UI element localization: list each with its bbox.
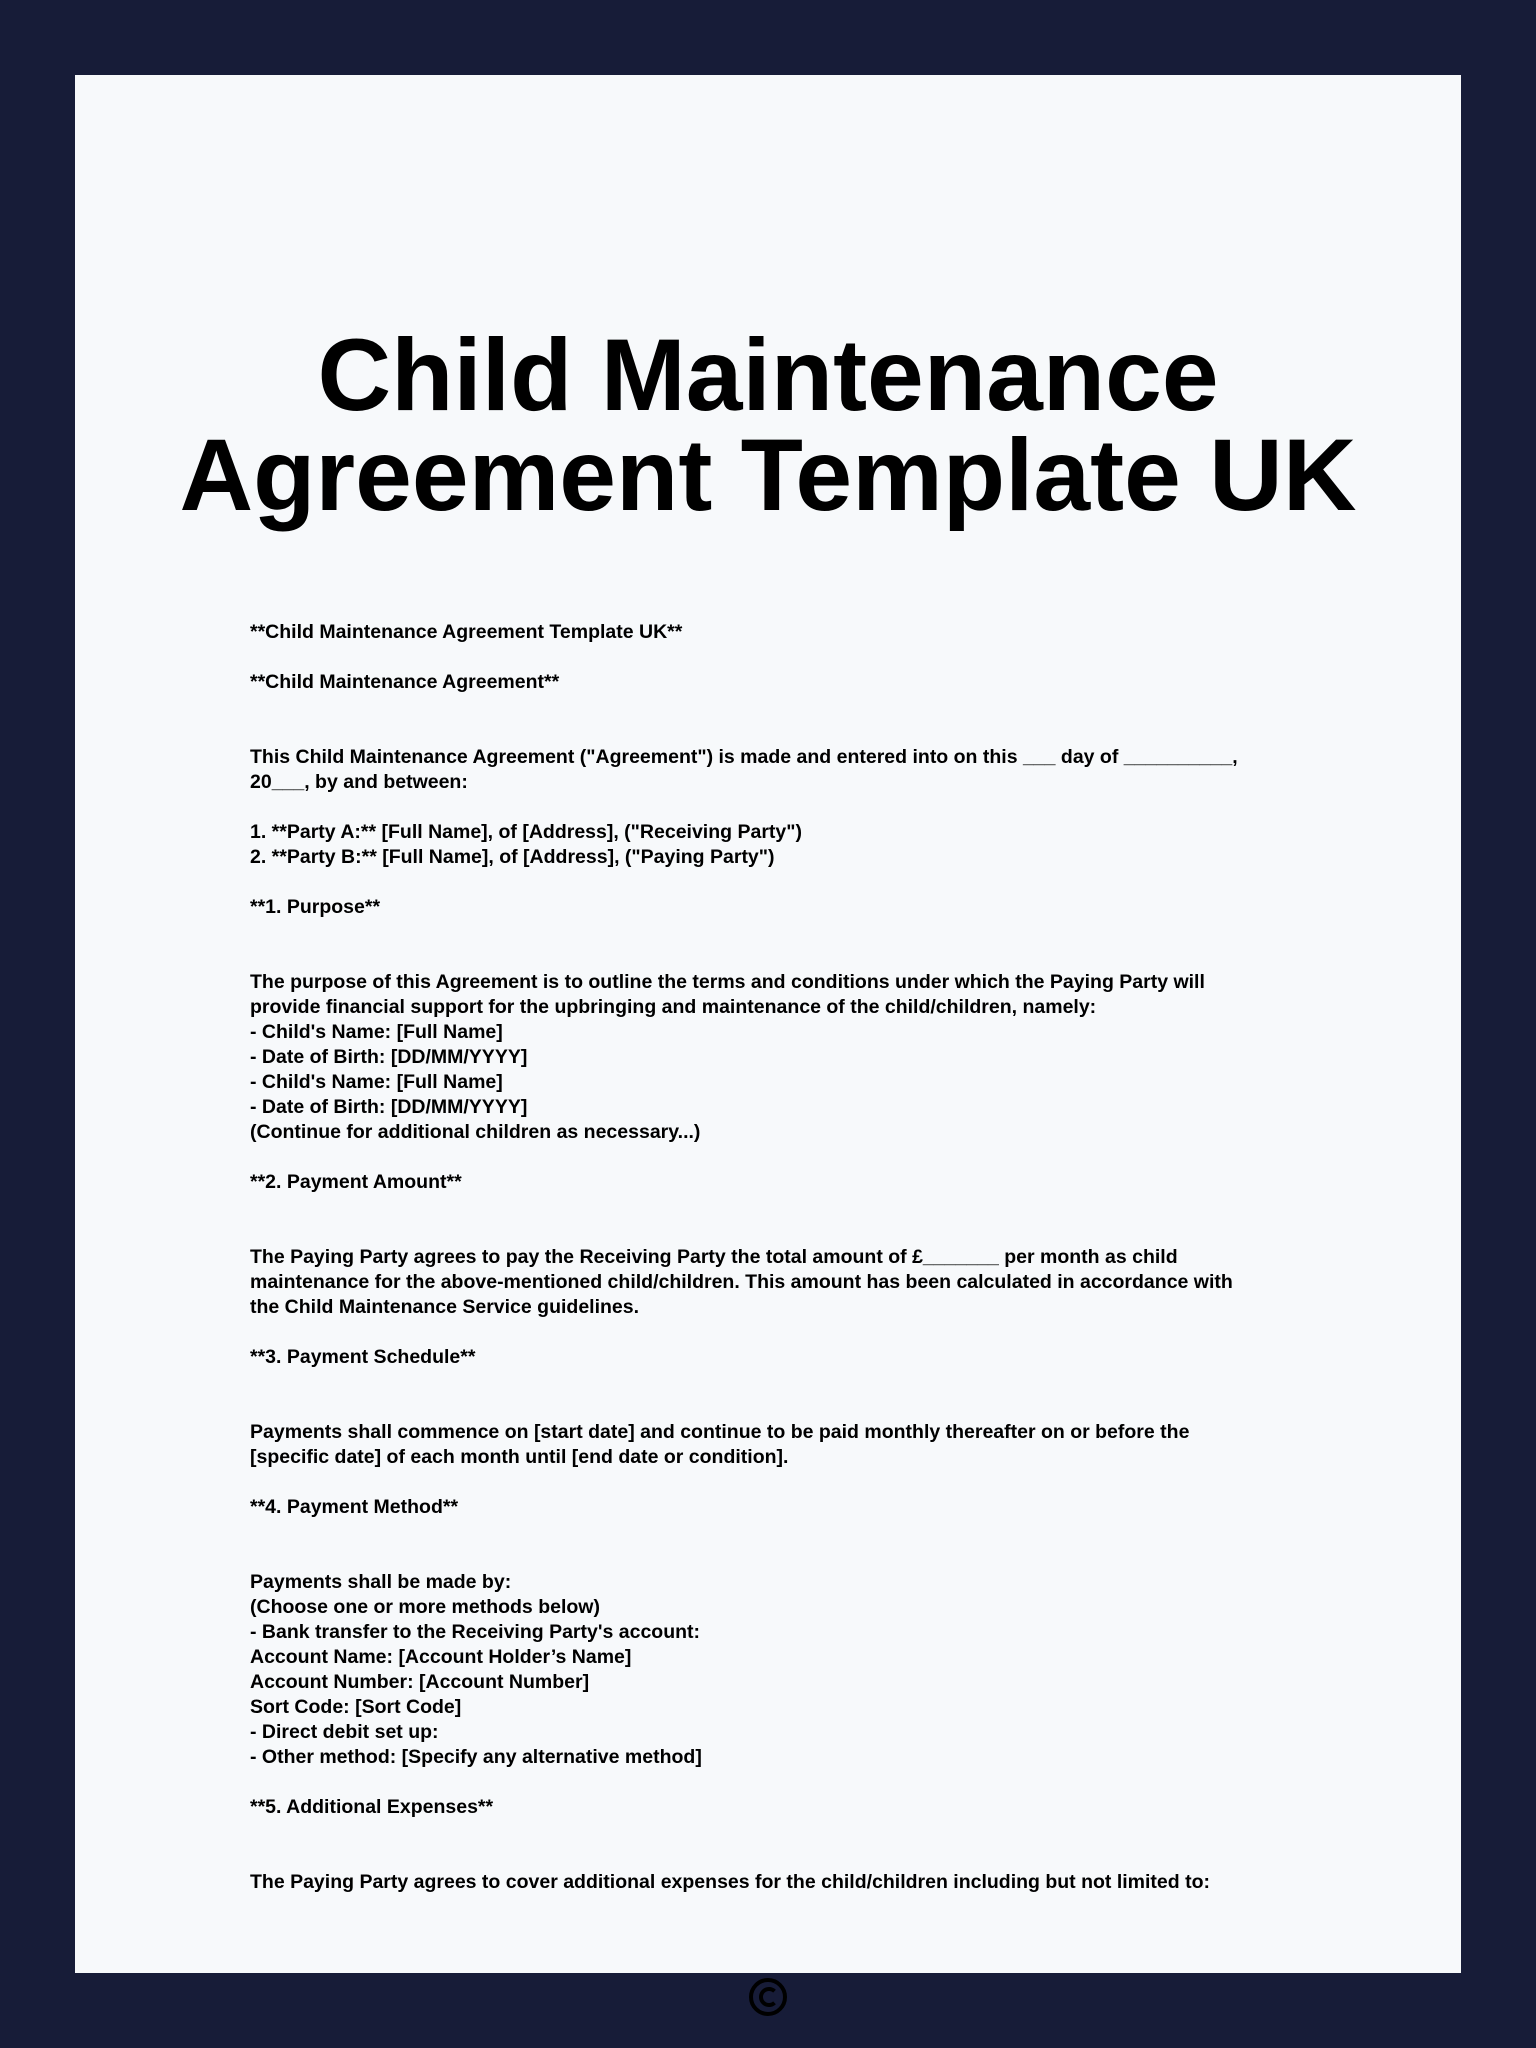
body-heading-template: **Child Maintenance Agreement Template UK** <box>250 621 683 643</box>
child-dob-line: - Date of Birth: [DD/MM/YYYY] <box>250 1046 528 1068</box>
account-number-line: Account Number: [Account Number] <box>250 1671 590 1693</box>
copyright-mark <box>75 1977 1461 2022</box>
body-line: This Child Maintenance Agreement ("Agreement") is made and entered into on this ___ day of __________, <box>250 746 1238 768</box>
section-heading-payment-amount: **2. Payment Amount** <box>250 1171 462 1193</box>
document-title-line-2: Agreement Template UK <box>179 418 1357 532</box>
body-line: [specific date] of each month until [end date or condition]. <box>250 1446 789 1468</box>
payment-option-line: - Direct debit set up: <box>250 1721 439 1743</box>
section-heading-payment-method: **4. Payment Method** <box>250 1496 459 1518</box>
account-name-line: Account Name: [Account Holder’s Name] <box>250 1646 632 1668</box>
copyright-icon <box>748 1977 788 2017</box>
party-b-line: 2. **Party B:** [Full Name], of [Address], ("Paying Party") <box>250 846 775 868</box>
child-dob-line: - Date of Birth: [DD/MM/YYYY] <box>250 1096 528 1118</box>
body-line: Payments shall be made by: <box>250 1571 512 1593</box>
section-heading-additional-expenses: **5. Additional Expenses** <box>250 1796 494 1818</box>
document-title <box>75 318 1461 532</box>
body-line: provide financial support for the upbringing and maintenance of the child/children, namely: <box>250 996 1097 1018</box>
section-heading-payment-schedule: **3. Payment Schedule** <box>250 1346 476 1368</box>
body-line: (Choose one or more methods below) <box>250 1596 600 1618</box>
child-name-line: - Child's Name: [Full Name] <box>250 1021 503 1043</box>
body-line: Payments shall commence on [start date] and continue to be paid monthly thereafter on or before the <box>250 1421 1190 1443</box>
body-line: (Continue for additional children as necessary...) <box>250 1121 701 1143</box>
section-heading-purpose: **1. Purpose** <box>250 896 381 918</box>
body-line: maintenance for the above-mentioned child/children. This amount has been calculated in accordance with <box>250 1271 1233 1293</box>
document-body <box>250 620 1350 1895</box>
sort-code-line: Sort Code: [Sort Code] <box>250 1696 462 1718</box>
body-line: The purpose of this Agreement is to outline the terms and conditions under which the Paying Party will <box>250 971 1205 993</box>
body-line: The Paying Party agrees to cover additional expenses for the child/children including but not limited to: <box>250 1871 1210 1893</box>
child-name-line: - Child's Name: [Full Name] <box>250 1071 503 1093</box>
body-line: 20___, by and between: <box>250 771 468 793</box>
payment-option-line: - Bank transfer to the Receiving Party's account: <box>250 1621 701 1643</box>
body-line: the Child Maintenance Service guidelines. <box>250 1296 640 1318</box>
document-title-line-1: Child Maintenance <box>317 318 1219 432</box>
body-heading-agreement: **Child Maintenance Agreement** <box>250 671 560 693</box>
body-line: The Paying Party agrees to pay the Receiving Party the total amount of £_______ per month as child <box>250 1246 1178 1268</box>
document-sheet <box>75 75 1461 1973</box>
party-a-line: 1. **Party A:** [Full Name], of [Address], ("Receiving Party") <box>250 821 802 843</box>
payment-option-line: - Other method: [Specify any alternative method] <box>250 1746 702 1768</box>
